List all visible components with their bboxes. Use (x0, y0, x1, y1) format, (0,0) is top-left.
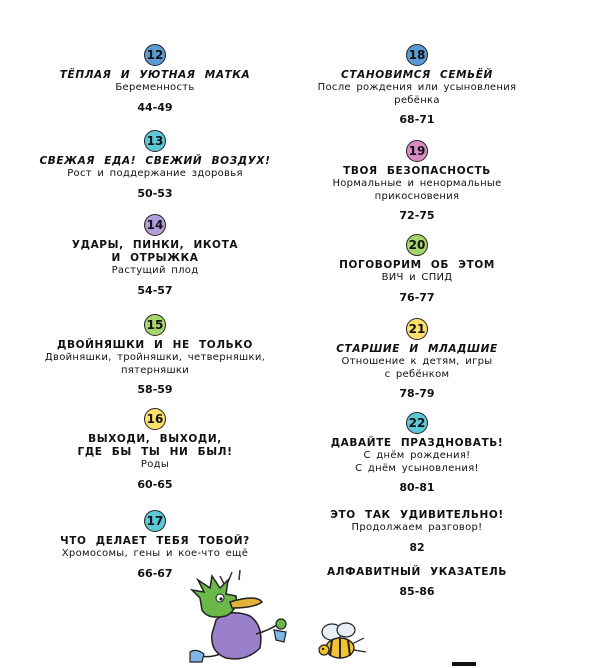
chapter-pages: 72-75 (399, 209, 435, 222)
chapter-number-badge: 21 (406, 318, 428, 340)
toc-entry-21[interactable] (292, 318, 542, 400)
chapter-pages: 68-71 (399, 113, 435, 126)
chapter-title: ВЫХОДИ, ВЫХОДИ, ГДЕ БЫ ТЫ НИ БЫЛ! (77, 433, 233, 458)
chapter-pages: 60-65 (137, 477, 173, 491)
chapter-subtitle: ВИЧ и СПИД (381, 272, 453, 283)
chapter-title: ДВОЙНЯШКИ И НЕ ТОЛЬКО (57, 339, 253, 351)
chapter-number-badge: 20 (406, 234, 428, 256)
toc-entry-13[interactable] (30, 130, 280, 200)
chapter-pages: 85-86 (399, 585, 435, 598)
chapter-pages: 44-49 (137, 100, 173, 114)
chapter-subtitle: После рождения или усыновления ребёнка (317, 82, 517, 106)
chapter-title: СВЕЖАЯ ЕДА! СВЕЖИЙ ВОЗДУХ! (39, 155, 271, 167)
chapter-title: ЧТО ДЕЛАЕТ ТЕБЯ ТОБОЙ? (60, 535, 250, 547)
chapter-title: ТЁПЛАЯ И УЮТНАЯ МАТКА (59, 69, 251, 81)
chapter-subtitle: Продолжаем разговор! (351, 522, 483, 533)
chapter-subtitle: Растущий плод (111, 265, 199, 276)
chapter-title: ЭТО ТАК УДИВИТЕЛЬНО! (330, 509, 504, 521)
toc-entry-15[interactable] (30, 314, 280, 396)
chapter-number-badge: 12 (144, 44, 166, 66)
chapter-subtitle: Хромосомы, гены и кое-что ещё (61, 548, 249, 559)
toc-entry-12[interactable] (30, 44, 280, 114)
chapter-pages: 50-53 (137, 186, 173, 200)
toc-entry-20[interactable] (292, 234, 542, 304)
chapter-title: УДАРЫ, ПИНКИ, ИКОТА И ОТРЫЖКА (71, 239, 239, 264)
chapter-number-badge: 19 (406, 140, 428, 162)
chapter-pages: 82 (409, 540, 425, 554)
chapter-pages: 76-77 (399, 290, 435, 304)
toc-entry-16[interactable] (30, 408, 280, 491)
toc-entry-index[interactable] (292, 566, 542, 598)
chapter-number-badge: 17 (144, 510, 166, 532)
chapter-number-badge: 15 (144, 314, 166, 336)
toc-entry-14[interactable] (30, 214, 280, 297)
chapter-number-badge: 13 (144, 130, 166, 152)
page-corner-mark (452, 662, 476, 666)
chapter-subtitle: Нормальные и ненормальные прикосновения (332, 178, 502, 202)
chapter-pages: 58-59 (137, 383, 173, 396)
chapter-number-badge: 18 (406, 44, 428, 66)
chapter-subtitle: Отношение к детям, игры с ребёнком (341, 356, 493, 380)
chapter-title: АЛФАВИТНЫЙ УКАЗАТЕЛЬ (327, 566, 507, 578)
chapter-number-badge: 14 (144, 214, 166, 236)
toc-entry-18[interactable] (292, 44, 542, 126)
chapter-subtitle: Двойняшки, тройняшки, четверняшки, пятерняшки (44, 352, 266, 376)
chapter-title: ДАВАЙТЕ ПРАЗДНОВАТЬ! (330, 437, 504, 449)
chapter-pages: 54-57 (137, 283, 173, 297)
toc-entry-19[interactable] (292, 140, 542, 222)
chapter-subtitle: Роды (140, 459, 170, 470)
chapter-subtitle: С днём рождения! С днём усыновления! (355, 450, 479, 474)
toc-entry-afterword[interactable] (292, 509, 542, 554)
duck-character-illustration (186, 568, 298, 668)
chapter-pages: 78-79 (399, 387, 435, 400)
toc-entry-22[interactable] (292, 412, 542, 494)
chapter-title: СТАНОВИМСЯ СЕМЬЁЙ (341, 69, 493, 81)
chapter-title: ТВОЯ БЕЗОПАСНОСТЬ (343, 165, 491, 177)
chapter-title: СТАРШИЕ И МЛАДШИЕ (336, 343, 498, 355)
chapter-number-badge: 22 (406, 412, 428, 434)
chapter-number-badge: 16 (144, 408, 166, 430)
chapter-subtitle: Беременность (115, 82, 195, 93)
chapter-pages: 80-81 (399, 481, 435, 494)
chapter-subtitle: Рост и поддержание здоровья (67, 168, 243, 179)
chapter-title: ПОГОВОРИМ ОБ ЭТОМ (339, 259, 495, 271)
bee-character-illustration (312, 618, 368, 666)
chapter-pages: 66-67 (137, 566, 173, 580)
